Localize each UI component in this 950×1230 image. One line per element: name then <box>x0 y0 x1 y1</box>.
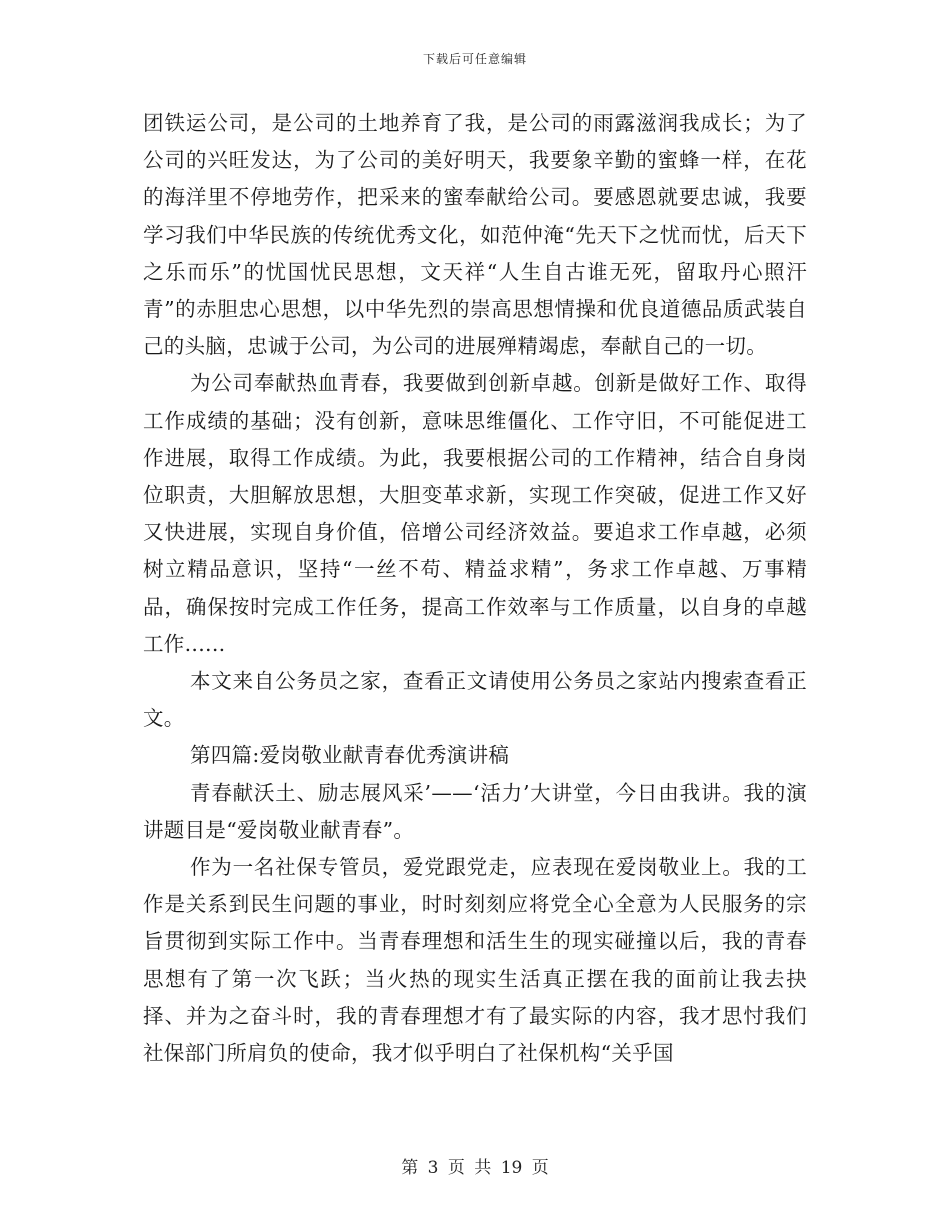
paragraph-1: 团铁运公司，是公司的土地养育了我，是公司的雨露滋润我成长；为了公司的兴旺发达，为了公司的美好明天，我要象辛勤的蜜蜂一样，在花的海洋里不停地劳作，把采来的蜜奉献给公司。要感恩就要忠诚，我要学习我们中华民族的传统优秀文化，如范仲淹“先天下之忧而忧，后天下之乐而乐”的忧国忧民思想，文天祥“人生自古谁无死，留取丹心照汗青”的赤胆忠心思想，以中华先烈的崇高思想情操和优良道德品质武装自己的头脑，忠诚于公司，为公司的进展殚精竭虑，奉献自己的一切。 <box>143 111 807 359</box>
paragraph-4: 青春献沃土、励志展风采’——‘活力’大讲堂，今日由我讲。我的演讲题目是“爱岗敬业献青春”。 <box>143 780 807 842</box>
paragraph-5: 作为一名社保专管员，爱党跟党走，应表现在爱岗敬业上。我的工作是关系到民生问题的事业，时时刻刻应将党全心全意为人民服务的宗旨贯彻到实际工作中。当青春理想和活生生的现实碰撞以后，我的青春思想有了第一次飞跃；当火热的现实生活真正摆在我的面前让我去抉择、并为之奋斗时，我的青春理想才有了最实际的内容，我才思忖我们社保部门所肩负的使命，我才似乎明白了社保机构“关乎国 <box>143 855 807 1066</box>
paragraph-3: 本文来自公务员之家，查看正文请使用公务员之家站内搜索查看正文。 <box>143 669 807 731</box>
page-header: 下载后可任意编辑 <box>422 52 527 66</box>
document-body <box>143 105 807 1072</box>
page-number: 第 3 页 共 19 页 <box>401 1158 549 1178</box>
paragraph-2: 为公司奉献热血青春，我要做到创新卓越。创新是做好工作、取得工作成绩的基础；没有创新，意味思维僵化、工作守旧，不可能促进工作进展，取得工作成绩。为此，我要根据公司的工作精神，结合自身岗位职责，大胆解放思想，大胆变革求新，实现工作突破，促进工作又好又快进展，实现自身价值，倍增公司经济效益。要追求工作卓越，必须树立精品意识，坚持“一丝不苟、精益求精”，务求工作卓越、万事精品，确保按时完成工作任务，提高工作效率与工作质量，以自身的卓越工作...... <box>143 371 807 656</box>
section-heading: 第四篇:爱岗敬业献青春优秀演讲稿 <box>190 743 510 768</box>
